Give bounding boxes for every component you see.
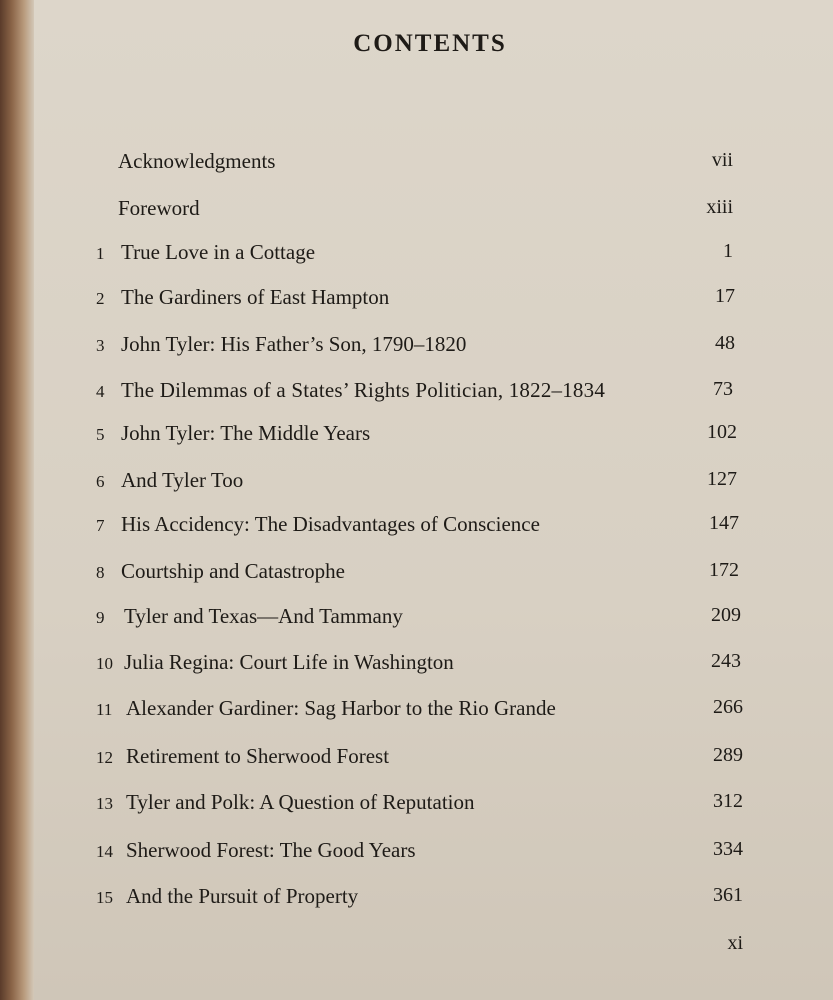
chapter-number: 14 — [96, 842, 113, 861]
page-number: 312 — [713, 790, 743, 812]
chapter-number: 4 — [96, 382, 105, 401]
chapter-number: 3 — [96, 336, 105, 355]
chapter-title: Courtship and Catastrophe — [121, 559, 345, 583]
chapter-number: 8 — [96, 563, 105, 582]
chapter-number: 15 — [96, 888, 113, 907]
page-number: 243 — [711, 650, 741, 672]
toc-entry — [0, 468, 833, 500]
page-number: 73 — [713, 378, 733, 400]
chapter-number: 10 — [96, 654, 113, 673]
toc-entry — [0, 790, 833, 822]
chapter-title: Julia Regina: Court Life in Washington — [124, 650, 454, 674]
page-number: vii — [711, 149, 733, 171]
chapter-title: Foreword — [118, 196, 200, 220]
toc-entry — [0, 196, 833, 228]
toc-entry — [0, 884, 833, 916]
page-number: 127 — [707, 468, 737, 490]
chapter-number: 1 — [96, 244, 105, 263]
chapter-number: 9 — [96, 608, 105, 627]
page-number: 334 — [713, 838, 743, 860]
page-title: CONTENTS — [353, 30, 507, 57]
chapter-title: John Tyler: The Middle Years — [121, 421, 371, 445]
page-number: xiii — [706, 196, 733, 218]
page-number: 147 — [709, 512, 739, 534]
toc-entry — [0, 512, 833, 544]
toc-entry — [0, 650, 833, 682]
page-number: 172 — [709, 559, 739, 581]
chapter-title: His Accidency: The Disadvantages of Conscience — [121, 512, 540, 536]
page-number: 102 — [707, 421, 737, 443]
toc-entry — [0, 421, 833, 453]
chapter-number: 2 — [96, 289, 105, 308]
chapter-title: Acknowledgments — [118, 149, 276, 173]
chapter-number: 13 — [96, 794, 113, 813]
chapter-title: And the Pursuit of Property — [126, 884, 359, 908]
chapter-title: Tyler and Polk: A Question of Reputation — [126, 790, 475, 814]
chapter-number: 6 — [96, 472, 105, 491]
page-number: 209 — [711, 604, 741, 626]
page-number: 48 — [715, 332, 735, 354]
chapter-title: The Dilemmas of a States’ Rights Politician, 1822–1834 — [121, 378, 606, 402]
page-number: 17 — [715, 285, 735, 307]
chapter-number: 7 — [96, 516, 105, 535]
chapter-title: Alexander Gardiner: Sag Harbor to the Rio Grande — [126, 696, 556, 720]
toc-entry — [0, 696, 833, 728]
chapter-title: Sherwood Forest: The Good Years — [126, 838, 416, 862]
toc-entry — [0, 378, 833, 410]
toc-entry — [0, 285, 833, 317]
page-number: 266 — [713, 696, 743, 718]
page-number: 1 — [723, 240, 733, 262]
chapter-title: Retirement to Sherwood Forest — [126, 744, 390, 768]
chapter-title: And Tyler Too — [121, 468, 244, 492]
page-number: 361 — [713, 884, 743, 906]
folio-page-number: xi — [727, 932, 743, 954]
page-number: 289 — [713, 744, 743, 766]
chapter-title: True Love in a Cottage — [121, 240, 316, 264]
chapter-title: The Gardiners of East Hampton — [121, 285, 390, 309]
chapter-title: Tyler and Texas—And Tammany — [124, 604, 403, 628]
toc-entry — [0, 332, 833, 364]
toc-entry — [0, 838, 833, 870]
toc-entry — [0, 604, 833, 636]
toc-entry — [0, 744, 833, 776]
toc-entry — [0, 559, 833, 591]
toc-entry — [0, 240, 833, 272]
toc-entry — [0, 149, 833, 181]
chapter-number: 11 — [96, 700, 113, 719]
chapter-number: 12 — [96, 748, 113, 767]
chapter-number: 5 — [96, 425, 105, 444]
chapter-title: John Tyler: His Father’s Son, 1790–1820 — [121, 332, 467, 356]
